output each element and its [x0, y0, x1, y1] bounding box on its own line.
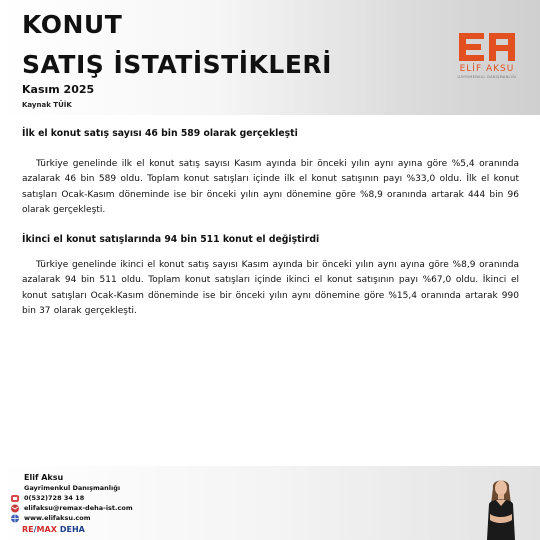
logo-subtitle: GAYRİMENKUL DANIŞMANLIĞI [457, 75, 517, 79]
agent-portrait [481, 474, 521, 540]
section-paragraph-first-hand: Türkiye genelinde ilk el konut satış sayısı Kasım ayında bir önceki yılın aynı ayına göre %5,4 oranında azalarak 46 bin 589 oldu. Toplam konut satışları içinde ilk el konut satışının payı %33,0 oldu. İlk el konut satışları Ocak-Kasım döneminde ise bir önceki yılın aynı dönemine göre %8,9 oranında artarak 444 bin 96 olarak gerçekleşti. [22, 159, 519, 215]
brand-office: DEHA [59, 525, 85, 534]
email-address: elifaksu@remax-deha-ist.com [24, 504, 133, 512]
page-title-line1: KONUT [22, 10, 123, 39]
elif-aksu-logo [452, 31, 522, 81]
brand-re: RE [22, 525, 34, 534]
header-banner [0, 0, 540, 115]
section-heading-first-hand: İlk el konut satış sayısı 46 bin 589 olarak gerçekleşti [22, 128, 298, 139]
section-paragraph-second-hand: Türkiye genelinde ikinci el konut satış sayısı Kasım ayında bir önceki yılın aynı ayına göre %8,9 oranında azalarak 94 bin 511 oldu. Toplam konut satışları içinde ikinci el konut satışının payı %67,0 oldu. İkinci el konut satışları Ocak-Kasım döneminde ise bir önceki yılın aynı dönemine göre %15,4 oranında artarak 990 bin 37 olarak gerçekleşti. [22, 260, 519, 317]
article-body [22, 127, 519, 319]
brand-max: MAX [36, 525, 57, 534]
data-source: Kaynak TÜİK [22, 101, 72, 109]
phone-icon [9, 494, 21, 503]
phone-number: 0(532)728 34 18 [24, 494, 85, 502]
ea-monogram-icon [457, 31, 517, 63]
contact-footer [0, 466, 540, 540]
logo-name: ELİF AKSU [459, 64, 515, 74]
globe-icon [9, 514, 21, 523]
report-date: Kasım 2025 [22, 83, 95, 96]
phone-row[interactable] [9, 493, 84, 503]
brand-slash: / [33, 525, 37, 534]
website-url: www.elifaksu.com [24, 514, 91, 522]
email-icon [9, 504, 21, 513]
remax-deha-logo [22, 525, 85, 534]
email-row[interactable] [9, 503, 133, 513]
agent-name: Elif Aksu [24, 473, 64, 482]
section-heading-second-hand: İkinci el konut satışlarında 94 bin 511 konut el değiştirdi [22, 234, 320, 246]
website-row[interactable] [9, 513, 91, 523]
page-title-line2: SATIŞ İSTATİSTİKLERİ [22, 50, 332, 79]
agent-title: Gayrimenkul Danışmanlığı [24, 484, 121, 492]
